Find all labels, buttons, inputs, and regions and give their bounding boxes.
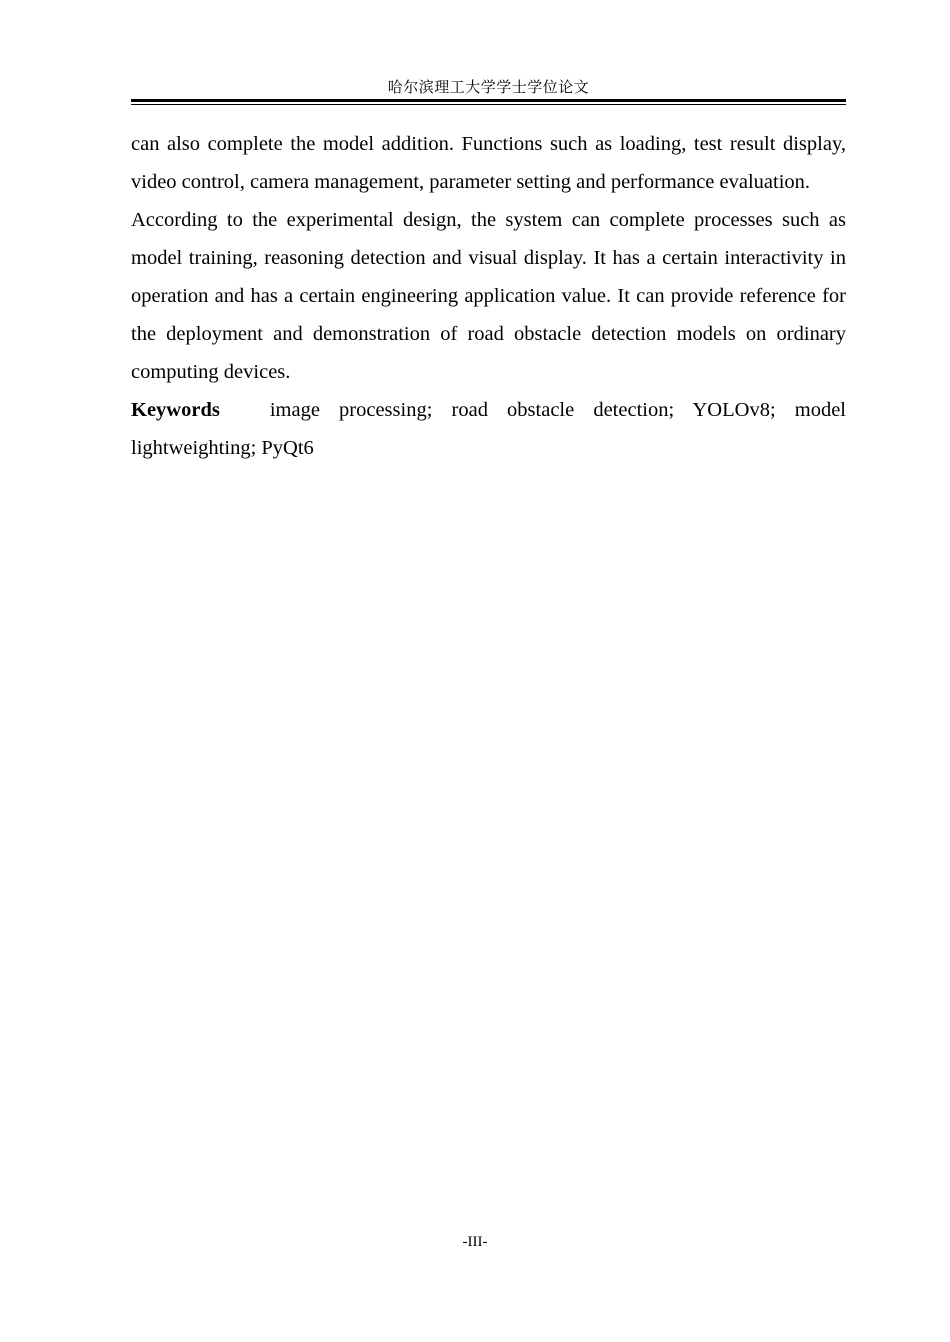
keywords-text: image processing; road obstacle detection; YOLOv8; model lightweighting; PyQt6: [131, 399, 846, 459]
header-rule-thin: [131, 104, 846, 105]
header-rule-thick: [131, 99, 846, 102]
abstract-paragraph: can also complete the model addition. Functions such as loading, test result display, video control, camera management, parameter setting and performance evaluation.: [131, 133, 846, 193]
keywords-label: Keywords: [131, 399, 220, 421]
keywords-line: [131, 391, 846, 467]
page-number: -III-: [462, 1234, 488, 1250]
abstract-paragraph: According to the experimental design, the system can complete processes such as model training, reasoning detection and visual display. It has a certain interactivity in operation and has a certain engineering application value. It can provide reference for the deployment and demonstration of road obstacle detection models on ordinary computing devices.: [131, 209, 846, 383]
running-header-title: 哈尔滨理工大学学士学位论文: [387, 80, 590, 96]
abstract-body: [131, 125, 846, 467]
